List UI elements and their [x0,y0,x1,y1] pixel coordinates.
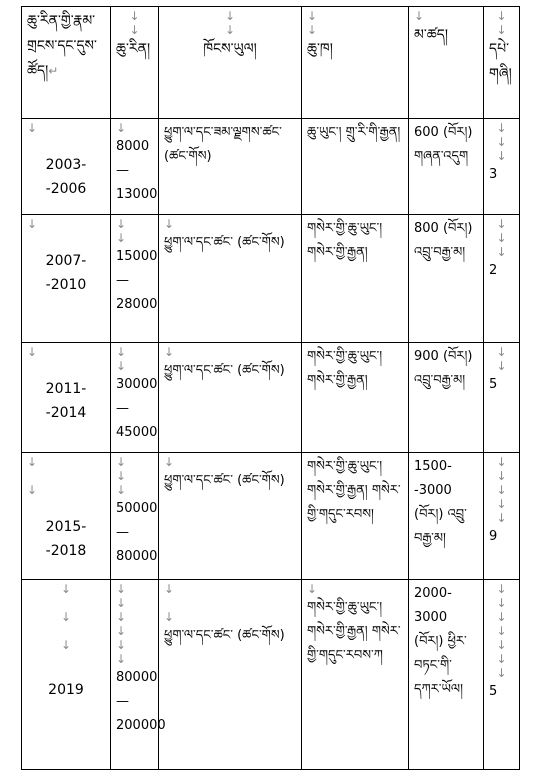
count-text: 2 [489,263,498,278]
header-cell [111,7,159,119]
price-text: 30000—45000 [116,377,158,440]
table-row [22,343,520,453]
arrow-marks: ↓ ↓ ↓ ↓ ↓ [496,455,507,525]
arrow-marks: ↓ [116,121,127,135]
area-text: ཕྱུག་ལ་དང་ཚང་ (ཚང་གོས) [164,473,285,488]
source-cell [302,343,409,453]
header-row [22,7,520,119]
year-text: 2019 [48,682,84,698]
arrow-marks: ↓ [164,345,175,359]
count-text: 5 [489,684,498,699]
arrow-marks: ↓ ↓ ↓ [496,217,507,259]
amount-text: 2000-3000 (བོར།) ཕྱིར་བཏང་གི་དཀར་ཡོལ། [414,586,467,697]
header-cell [302,7,409,119]
header-cell [159,7,302,119]
header-text: ཆུ་རིན་གྱི་རྣམ་གྲངས་དང་དུས་ཚོད། [27,13,97,79]
arrow-marks: ↓ ↓ [129,9,140,37]
amount-text: 900 (བོར།) འབྲུ་བརྒྱ་མ། [414,349,473,388]
source-text: གསེར་གྱི་ཆུ་ཡུང་། གསེར་གྱི་རྒྱན། [307,221,383,260]
source-text: ཆུ་ཡུང་། གྲུ་རི་གི་རྒྱན། [307,125,401,140]
arrow-marks: ↓ ↓ [496,345,507,373]
count-cell [484,453,520,580]
amount-cell [409,343,484,453]
arrow-marks: ↓ ↓ ↓ ↓ ↓ ↓ ↓ [496,582,507,680]
header-cell [484,7,520,119]
arrow-marks: ↓ ↓ [116,345,127,373]
source-cell [302,453,409,580]
source-cell [302,119,409,215]
arrow-marks: ↓ ↓ [496,9,507,37]
area-cell [159,215,302,343]
arrow-marks: ↓ [307,582,318,596]
header-text: ཆུ་ཁ། [307,41,333,57]
arrow-marks: ↓ [27,217,38,231]
arrow-marks: ↓ [164,455,175,469]
arrow-marks: ↓ [27,121,38,135]
count-cell [484,343,520,453]
price-text: 8000—13000 [116,139,158,202]
count-cell [484,215,520,343]
price-text: 80000—200000 [116,670,166,733]
amount-cell [409,453,484,580]
arrow-marks: ↓ ↓ ↓ ↓ ↓ ↓ [116,582,127,666]
year-text: 2003--2006 [45,157,87,197]
arrow-marks: ↓ ↓ [224,9,236,37]
area-text: ཕྱུག་ལ་དང་ཟམ་ལྗགས་ཚང་ (ཚང་གོས) [164,125,282,164]
header-text: ཆུ་རིན། [116,41,151,57]
source-cell [302,215,409,343]
year-text: 2007--2010 [45,253,87,293]
year-cell [22,453,111,580]
arrow-marks: ↓ [414,9,425,23]
price-text: 50000—80000 [116,501,158,564]
amount-text: 600 (བོར།) གཞན་འདུག [414,125,473,164]
header-cell [409,7,484,119]
arrow-marks: ↓ ↓ [307,9,318,37]
header-text: ཁོངས་ཡུལ། [203,41,257,57]
arrow-marks: ↓ [27,345,38,359]
header-text: མ་ཚད། [414,27,448,43]
amount-cell [409,580,484,770]
count-text: 5 [489,377,498,392]
price-cell [111,580,166,770]
price-cell [111,343,159,453]
amount-cell [409,119,484,215]
arrow-marks: ↓ ↓ ↓ [496,121,507,163]
year-cell [22,580,111,770]
arrow-marks: ↓ ↓ ↓ [116,455,127,497]
header-text: དཔེ་གཞི། [489,41,512,82]
source-text: གསེར་གྱི་ཆུ་ཡུང་། གསེར་གྱི་རྒྱན། གསེར་གྱི་གདུང་རབས། [307,459,401,522]
arrow-marks: ↓ ↓ ↓ [60,582,72,652]
area-text: ཕྱུག་ལ་དང་ཚང་ (ཚང་གོས) [164,628,285,643]
year-cell [22,119,111,215]
arrow-marks: ↓ ↓ [27,455,38,497]
count-cell [484,580,520,770]
amount-cell [409,215,484,343]
paragraph-mark-icon: ↵ [48,64,59,78]
source-text: གསེར་གྱི་ཆུ་ཡུང་། གསེར་གྱི་རྒྱན། གསེར་གྱི་གདུང་རབས་ཀ [307,600,401,663]
area-cell [159,580,302,770]
table-row [22,215,520,343]
table-row [22,119,520,215]
arrow-marks: ↓ ↓ [164,582,175,624]
area-cell [159,453,302,580]
source-text: གསེར་གྱི་ཆུ་ཡུང་། གསེར་གྱི་རྒྱན། [307,349,383,388]
price-cell [111,119,159,215]
area-cell [159,343,302,453]
amount-text: 800 (བོར།) འབྲུ་བརྒྱ་མ། [414,221,473,260]
price-cell [111,215,159,343]
count-text: 3 [489,167,498,182]
area-text: ཕྱུག་ལ་དང་ཚང་ (ཚང་གོས) [164,235,285,250]
area-text: ཕྱུག་ལ་དང་ཚང་ (ཚང་གོས) [164,363,285,378]
year-cell [22,215,111,343]
count-cell [484,119,520,215]
year-text: 2015--2018 [45,519,87,559]
arrow-marks: ↓ [164,217,175,231]
count-text: 9 [489,529,498,544]
table-row [22,580,520,770]
amount-text: 1500--3000 (བོར།) འབྲུ་བརྒྱ་མ། [414,459,467,546]
price-text: 15000—28000 [116,249,158,312]
document-table [21,6,520,770]
arrow-marks: ↓ ↓ [116,217,127,245]
year-text: 2011--2014 [45,381,87,421]
year-cell [22,343,111,453]
area-cell [159,119,302,215]
header-cell [22,7,111,119]
table-row [22,453,520,580]
price-cell [111,453,159,580]
source-cell [302,580,409,770]
